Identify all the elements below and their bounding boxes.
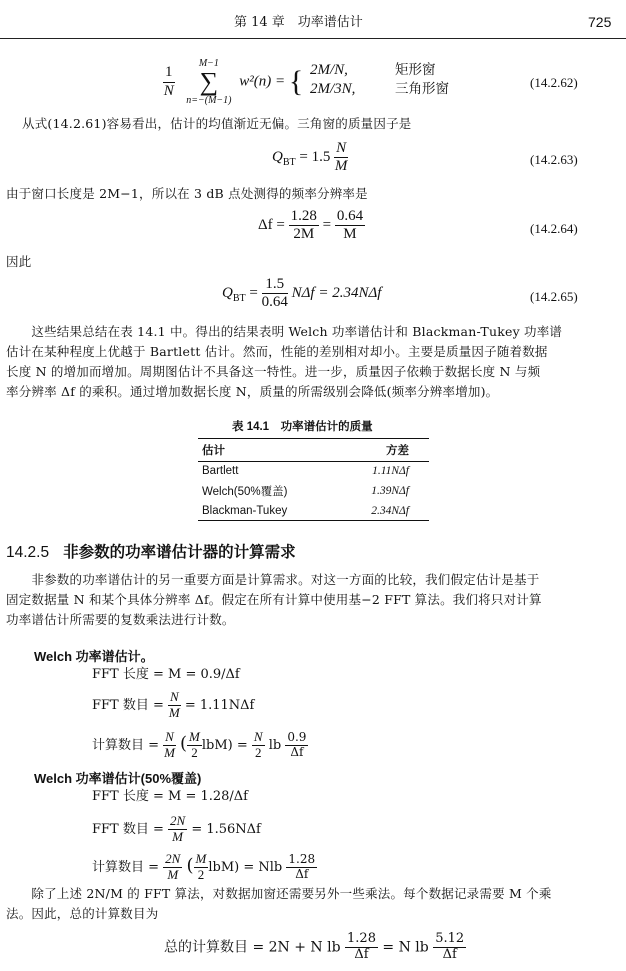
- quality-table: [198, 438, 429, 521]
- equation-14-2-63: $Q_{BT} = 1.5$ $\frac{N}{M}$: [272, 140, 348, 175]
- equation-number: (14.2.62): [530, 75, 578, 90]
- case1-label: 矩形窗: [395, 62, 436, 78]
- total-computation-equation: 总的计算数目 = 2N + N lb $\frac{1.28}{\Delta f}$ = N lb $\frac{5.12}{\Delta f}$: [164, 931, 465, 962]
- page-number: 725: [588, 14, 612, 30]
- welch50-heading: Welch 功率谱估计(50%覆盖): [34, 771, 202, 786]
- table-row: [198, 462, 429, 481]
- paragraph: 因此: [6, 254, 32, 269]
- column-header: 估计: [198, 439, 337, 462]
- equation-14-2-62: $\frac{1}{N}$ M−1 ∑ n=−(M−1) w²(n) = {: [163, 58, 304, 106]
- table-row: [198, 502, 429, 521]
- text-line: 这些结果总结在表 14.1 中。得出的结果表明 Welch 功率谱估计和 Blackman-Tukey 功率谱: [6, 324, 563, 339]
- text-line: 固定数据量 N 和某个具体分辨率 Δf。假定在所有计算中使用基−2 FFT 算法。我们将只对计算: [6, 592, 542, 607]
- paragraph: 从式(14.2.61)容易看出，估计的均值渐近无偏。三角窗的质量因子是: [22, 116, 412, 131]
- paragraph-windowing: [6, 884, 618, 924]
- table-cell: Blackman-Tukey: [198, 502, 337, 521]
- header-rule: [0, 38, 626, 39]
- case2-expr: 2M/3N,: [310, 81, 356, 97]
- equation-number: (14.2.64): [530, 221, 578, 236]
- table-cell: 1.39NΔf: [371, 485, 409, 497]
- chapter-header: 第 14 章 功率谱估计: [234, 15, 363, 30]
- welch-calc-count: 计算数目 = $\frac{N}{M}$ ( $\frac{M}{2}$ lbM) = $\frac{N}{2}$ lb $\frac{0.9}{\Delta f}$: [92, 729, 307, 760]
- welch-heading: Welch 功率谱估计。: [34, 649, 154, 664]
- equation-number: (14.2.65): [530, 289, 578, 304]
- text-line: 非参数的功率谱估计的另一重要方面是计算需求。对这一方面的比较，我们假定估计是基于: [6, 572, 540, 587]
- text-line: 功率谱估计所需要的复数乘法进行计数。: [6, 612, 235, 627]
- section-heading: 14.2.5 非参数的功率谱估计器的计算需求: [6, 544, 296, 561]
- table-header-row: [198, 439, 429, 462]
- paragraph-computation: [6, 570, 618, 630]
- paragraph: 由于窗口长度是 2M−1，所以在 3 dB 点处测得的频率分辨率是: [6, 186, 368, 201]
- column-header: 方差: [337, 439, 429, 462]
- text-line: 率分辨率 Δf 的乘积。通过增加数据长度 N，质量的所需级别会降低(频率分辨率增加)。: [6, 384, 499, 399]
- table-cell: 1.11NΔf: [372, 465, 409, 477]
- case1-expr: 2M/N,: [310, 62, 348, 78]
- welch50-fft-count: FFT 数目 = $\frac{2N}{M}$ = 1.56NΔf: [92, 813, 261, 844]
- paragraph-summary: [6, 322, 618, 402]
- equation-14-2-64: Δf = $\frac{1.28}{2M}$ = $\frac{0.64}{M}$: [258, 208, 364, 243]
- text-line: 估计在某种程度上优越于 Bartlett 估计。然而，性能的差别相对却小。主要是质量因子随着数据: [6, 344, 548, 359]
- welch50-calc-count: 计算数目 = $\frac{2N}{M}$ ( $\frac{M}{2}$ lbM) = Nlb $\frac{1.28}{\Delta f}$: [92, 851, 316, 882]
- text-line: 法。因此，总的计算数目为: [6, 906, 159, 921]
- table-cell: Welch(50%覆盖): [202, 486, 288, 498]
- equation-14-2-65: $Q_{BT}$ = $\frac{1.5}{0.64}$ NΔf = 2.34NΔf: [222, 276, 382, 311]
- table-caption: 表 14.1 功率谱估计的质量: [232, 421, 373, 433]
- text-line: 长度 N 的增加而增加。周期图估计不具备这一特性。进一步，质量因子依赖于数据长度 N 与频: [6, 364, 541, 379]
- welch50-fft-length: FFT 长度 = M = 1.28/Δf: [92, 789, 248, 804]
- equation-number: (14.2.63): [530, 152, 578, 167]
- case2-label: 三角形窗: [395, 81, 449, 97]
- welch-fft-count: FFT 数目 = $\frac{N}{M}$ = 1.11NΔf: [92, 689, 255, 720]
- welch-fft-length: FFT 长度 = M = 0.9/Δf: [92, 667, 240, 682]
- table-cell: Bartlett: [202, 465, 239, 477]
- table-row: [198, 480, 429, 502]
- text-line: 除了上述 2N/M 的 FFT 算法，对数据加窗还需要另外一些乘法。每个数据记录需要 M 个乘: [6, 886, 552, 901]
- table-cell: 2.34NΔf: [337, 502, 429, 521]
